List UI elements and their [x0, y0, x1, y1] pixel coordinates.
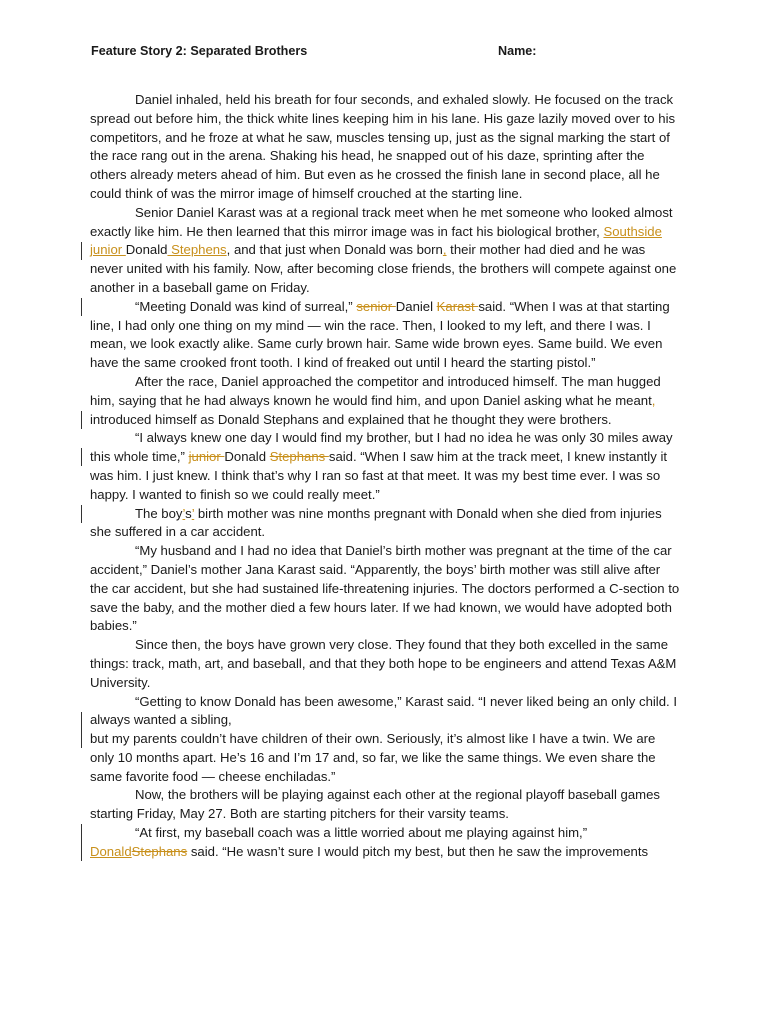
- name-label: Name:: [498, 44, 537, 58]
- deleted-text: Karast: [436, 298, 479, 314]
- document-title: Feature Story 2: Separated Brothers: [91, 44, 308, 58]
- inserted-text: Southside junior: [90, 223, 662, 258]
- inserted-text: ’: [182, 505, 186, 521]
- paragraph-10: Now, the brothers will be playing against each other at the regional playoff baseball games starting Friday, May 27. Both are starting pitchers for their varsity teams.: [90, 787, 660, 822]
- paragraph-7: “My husband and I had no idea that Daniel’s birth mother was pregnant at the time of the car accident,” Daniel’s mother Jana Karast said. “Apparently, the boys’ birth mother was still alive after the car accident, but she had sustained life-threatening injuries. The doctors performed a C-section to save the baby, and the mother died a few hours later. If we had known, we would have adopted both babies.”: [90, 543, 680, 634]
- change-bar: [81, 824, 82, 861]
- paragraph-2: Senior Daniel Karast was at a regional track meet when he met someone who looked almost exactly like him. He then learned that this mirror image was in fact his biological brother, Southside junior Donald Stephens, and that just when Donald was born, their mother had died and he was never united with his family. Now, after becoming close friends, the brothers will compete against one another in a baseball game on Friday.: [90, 204, 680, 298]
- paragraph-1: Daniel inhaled, held his breath for four seconds, and exhaled slowly. He focused on the track spread out before him, the thick white lines keeping him in his lane. His gaze lazily moved over to his competitors, and he froze at what he saw, muscles tensing up, just as the signal marking the start of the race rang out in the arena. Shaking his head, he snapped out of his daze, sprinting after the others already meters ahead of him. But even as he crossed the finish lane in second place, all he could think of was the mirror image of himself crouched at the starting line.: [90, 92, 676, 201]
- deleted-text: Stephans: [131, 843, 188, 859]
- paragraph-4: After the race, Daniel approached the competitor and introduced himself. The man hugged him, saying that he had always known he would find him, and upon Daniel asking what he meant, introduced himself as Donald Stephans and explained that he thought they were brothers.: [90, 373, 680, 429]
- change-bar: [81, 712, 82, 730]
- deleted-text: junior: [188, 449, 225, 465]
- inserted-text: ,: [651, 392, 656, 408]
- deleted-text: senior: [356, 298, 396, 314]
- paragraph-6: The boy’s’ birth mother was nine months pregnant with Donald when she died from injuries she suffered in a car accident.: [90, 505, 680, 543]
- change-bar: [81, 411, 82, 429]
- paragraph-11: “At first, my baseball coach was a little worried about me playing against him,” DonaldStephans said. “He wasn’t sure I would pitch my best, but then he saw the improvements: [90, 824, 680, 862]
- inserted-text: Donald: [90, 843, 132, 859]
- document-header: [91, 44, 688, 62]
- inserted-text: ,: [442, 242, 447, 258]
- change-bar: [81, 242, 82, 260]
- inserted-text: ’: [191, 505, 195, 521]
- deleted-text: Stephans: [269, 449, 329, 465]
- document-body: [90, 91, 680, 862]
- paragraph-5: “I always knew one day I would find my brother, but I had no idea he was only 30 miles away this whole time,” junior Donald Stephans said. “When I saw him at the track meet, I knew instantly it was him. I just knew. I think that’s why I ran so fast at that meet. It was my best time ever. I was so happy. I wanted to finish so we could really meet.”: [90, 429, 680, 504]
- change-bar: [81, 298, 82, 316]
- change-bar: [81, 505, 82, 523]
- paragraph-9-continued: but my parents couldn’t have children of their own. Seriously, it’s almost like I have a twin. We are only 10 months apart. He’s 16 and I’m 17 and, so far, we like the same things. We even share the same favorite food — cheese enchiladas.”: [90, 730, 680, 786]
- paragraph-9: “Getting to know Donald has been awesome,” Karast said. “I never liked being an only child. I always wanted a sibling,: [90, 693, 680, 731]
- inserted-text: Stephens: [167, 242, 227, 258]
- paragraph-3: “Meeting Donald was kind of surreal,” senior Daniel Karast said. “When I was at that starting line, I had only one thing on my mind — win the race. Then, I looked to my left, and there I was. I mean, we look exactly alike. Same curly brown hair. Same wide brown eyes. Same build. We even have the same crooked front tooth. I kind of freaked out until I heard the starting pistol.”: [90, 298, 680, 373]
- change-bar: [81, 730, 82, 748]
- change-bar: [81, 448, 82, 466]
- paragraph-8: Since then, the boys have grown very close. They found that they both excelled in the same things: track, math, art, and baseball, and that they both hope to be engineers and attend Texas A&M University.: [90, 637, 677, 690]
